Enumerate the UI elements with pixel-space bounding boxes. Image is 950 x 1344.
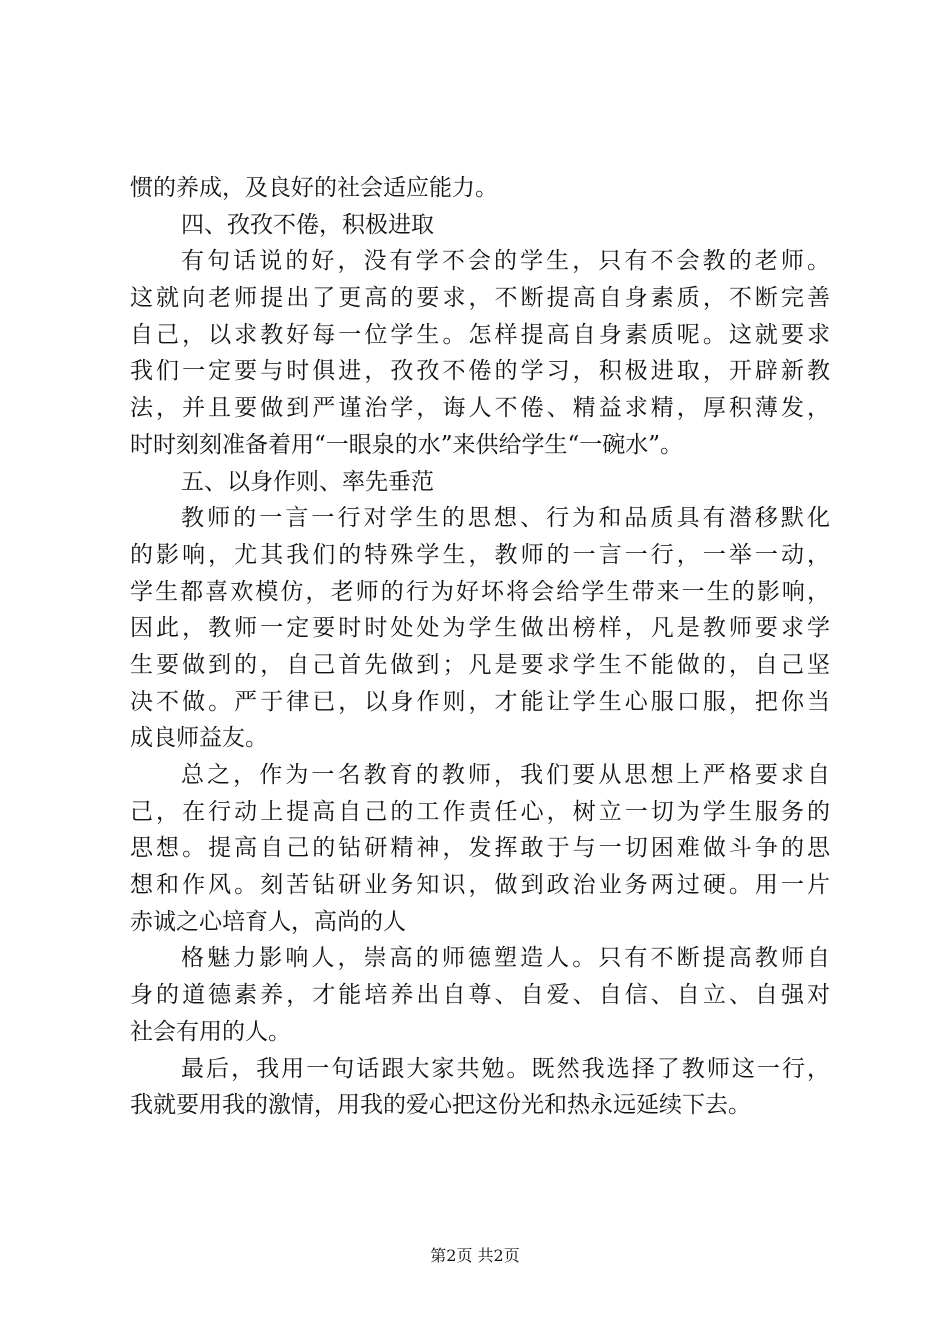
- paragraph-line: 学生都喜欢模仿，老师的行为好坏将会给学生带来一生的影响，: [130, 578, 830, 605]
- paragraph-line: 惯的养成，及良好的社会适应能力。: [130, 175, 498, 201]
- page-number-footer: 第2页 共2页: [430, 1246, 520, 1265]
- paragraph-line: 己，在行动上提高自己的工作责任心，树立一切为学生服务的: [130, 798, 830, 825]
- paragraph-line: 这就向老师提出了更高的要求，不断提高自身素质，不断完善: [130, 285, 830, 312]
- paragraph-line: 有句话说的好，没有学不会的学生，只有不会教的老师。: [181, 248, 830, 275]
- paragraph-line: 我们一定要与时俱进，孜孜不倦的学习，积极进取，开辟新教: [130, 358, 830, 385]
- section-heading: 五、以身作则、率先垂范: [181, 468, 434, 495]
- paragraph-line: 时时刻刻准备着用“一眼泉的水”来供给学生“一碗水”。: [130, 431, 684, 458]
- paragraph-line: 想和作风。刻苦钻研业务知识，做到政治业务两过硬。用一片: [130, 872, 830, 899]
- paragraph-line: 决不做。严于律已，以身作则，才能让学生心服口服，把你当: [130, 688, 830, 715]
- paragraph-line: 因此，教师一定要时时处处为学生做出榜样，凡是教师要求学: [130, 615, 830, 642]
- paragraph-line: 总之，作为一名教育的教师，我们要从思想上严格要求自: [181, 762, 830, 788]
- paragraph-line: 的影响，尤其我们的特殊学生，教师的一言一行，一举一动，: [130, 541, 830, 568]
- paragraph-line: 赤诚之心培育人，高尚的人: [130, 908, 406, 935]
- paragraph-line: 我就要用我的激情，用我的爱心把这份光和热永远延续下去。: [130, 1092, 751, 1119]
- paragraph-line: 社会有用的人。: [130, 1018, 291, 1045]
- paragraph-line: 教师的一言一行对学生的思想、行为和品质具有潜移默化: [181, 505, 830, 532]
- paragraph-line: 最后，我用一句话跟大家共勉。既然我选择了教师这一行，: [181, 1055, 830, 1082]
- paragraph-line: 身的道德素养，才能培养出自尊、自爱、自信、自立、自强对: [130, 982, 830, 1009]
- paragraph-line: 格魅力影响人，崇高的师德塑造人。只有不断提高教师自: [181, 945, 830, 972]
- paragraph-line: 思想。提高自己的钻研精神，发挥敢于与一切困难做斗争的思: [130, 835, 830, 862]
- section-heading: 四、孜孜不倦，积极进取: [181, 211, 434, 238]
- paragraph-line: 成良师益友。: [130, 725, 268, 752]
- document-body: [130, 170, 830, 1124]
- paragraph-line: 自己，以求教好每一位学生。怎样提高自身素质呢。这就要求: [130, 321, 830, 348]
- paragraph-line: 法，并且要做到严谨治学，诲人不倦、精益求精，厚积薄发，: [130, 395, 830, 422]
- paragraph-line: 生要做到的，自己首先做到；凡是要求学生不能做的，自己坚: [130, 651, 830, 678]
